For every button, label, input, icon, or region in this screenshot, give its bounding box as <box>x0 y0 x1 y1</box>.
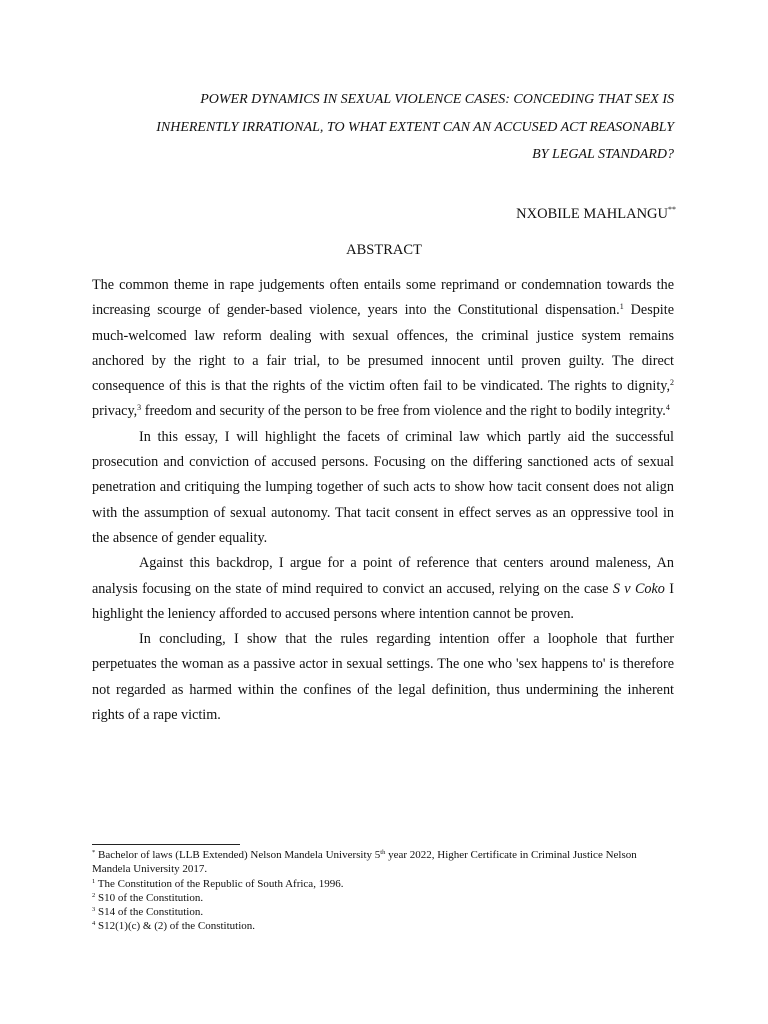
footnote-author <box>92 848 674 877</box>
author-footnote-mark: ** <box>668 205 676 214</box>
footnote-2 <box>92 891 674 905</box>
footnote-ref-2[interactable]: 2 <box>670 378 674 388</box>
title-line-1: POWER DYNAMICS IN SEXUAL VIOLENCE CASES: CONCEDING THAT SEX IS <box>200 92 674 107</box>
footnote-3 <box>92 905 674 919</box>
paper-title <box>92 86 674 169</box>
ordinal-suffix: th <box>380 849 386 856</box>
footnote-text: The Constitution of the Republic of South Africa, 1996. <box>95 877 344 890</box>
footnote-separator <box>92 844 240 845</box>
footnote-text: S12(1)(c) & (2) of the Constitution. <box>95 920 256 933</box>
footnote-number: 4 <box>92 920 96 928</box>
case-citation: S v Coko <box>612 580 665 597</box>
abstract-paragraph-1 <box>92 273 674 425</box>
paragraph-text: privacy, <box>92 403 138 420</box>
footnote-ref-4[interactable]: 4 <box>665 403 670 413</box>
author-name: NXOBILE MAHLANGU <box>516 206 668 222</box>
paragraph-text: The common theme in rape judgements often entails some reprimand or condemnation towards the increasing scourge of gender-based violence, years into the Constitutional dispensation. <box>92 277 674 319</box>
footnote-ref-1[interactable]: 1 <box>619 302 624 312</box>
footnote-1 <box>92 877 674 891</box>
title-line-2: INHERENTLY IRRATIONAL, TO WHAT EXTENT CAN AN ACCUSED ACT REASONABLY <box>156 119 674 135</box>
paragraph-text: Against this backdrop, I argue for a point of reference that centers around maleness, An analysis focusing on the state of mind required to convict an accused, relying on the case <box>92 555 674 597</box>
footnote-mark: * <box>92 849 96 856</box>
paragraph-text: freedom and security of the person to be free from violence and the right to bodily integrity. <box>141 403 666 420</box>
footnote-text: year 2022, Higher Certificate in Criminal Justice Nelson Mandela University 2017. <box>92 849 637 876</box>
footnote-ref-3[interactable]: 3 <box>137 403 142 413</box>
title-line-3: BY LEGAL STANDARD? <box>532 147 674 162</box>
footnote-number: 3 <box>92 906 96 914</box>
paragraph-text: Despite much-welcomed law reform dealing with sexual offences, the criminal justice system remains anchored by the right to a fair trial, to be presumed innocent until proven guilty. The direct consequence of this is that the rights of the victim often fail to be vindicated. The rights to dignity, <box>92 302 674 395</box>
abstract-paragraph-3 <box>92 551 674 627</box>
footnote-4 <box>92 919 674 933</box>
footnote-number: 2 <box>92 891 96 899</box>
footnote-text: S10 of the Constitution. <box>95 891 204 904</box>
abstract-heading: ABSTRACT <box>346 242 422 258</box>
footnote-text: Bachelor of laws (LLB Extended) Nelson Mandela University 5 <box>95 849 381 861</box>
footnote-text: S14 of the Constitution. <box>95 906 204 919</box>
abstract-paragraph-2: In this essay, I will highlight the facets of criminal law which partly aid the successful prosecution and conviction of accused persons. Focusing on the differing sanctioned acts of sexual penetration and critiquing the lumping together of such acts to show how tacit consent does not align with the assumption of sexual autonomy. That tacit consent in effect serves as an oppressive tool in the absence of gender equality. <box>92 428 674 546</box>
footnotes <box>92 848 674 934</box>
footnote-number: 1 <box>92 877 96 885</box>
abstract-body <box>92 273 674 728</box>
abstract-paragraph-4: In concluding, I show that the rules regarding intention offer a loophole that further perpetuates the woman as a passive actor in sexual settings. The one who 'sex happens to' is therefore not regarded as harmed within the confines of the legal definition, thus undermining the inherent rights of a rape victim. <box>92 631 674 724</box>
author-line <box>92 205 676 223</box>
paragraph-text: I highlight the leniency afforded to accused persons where intention cannot be proven. <box>92 580 674 622</box>
